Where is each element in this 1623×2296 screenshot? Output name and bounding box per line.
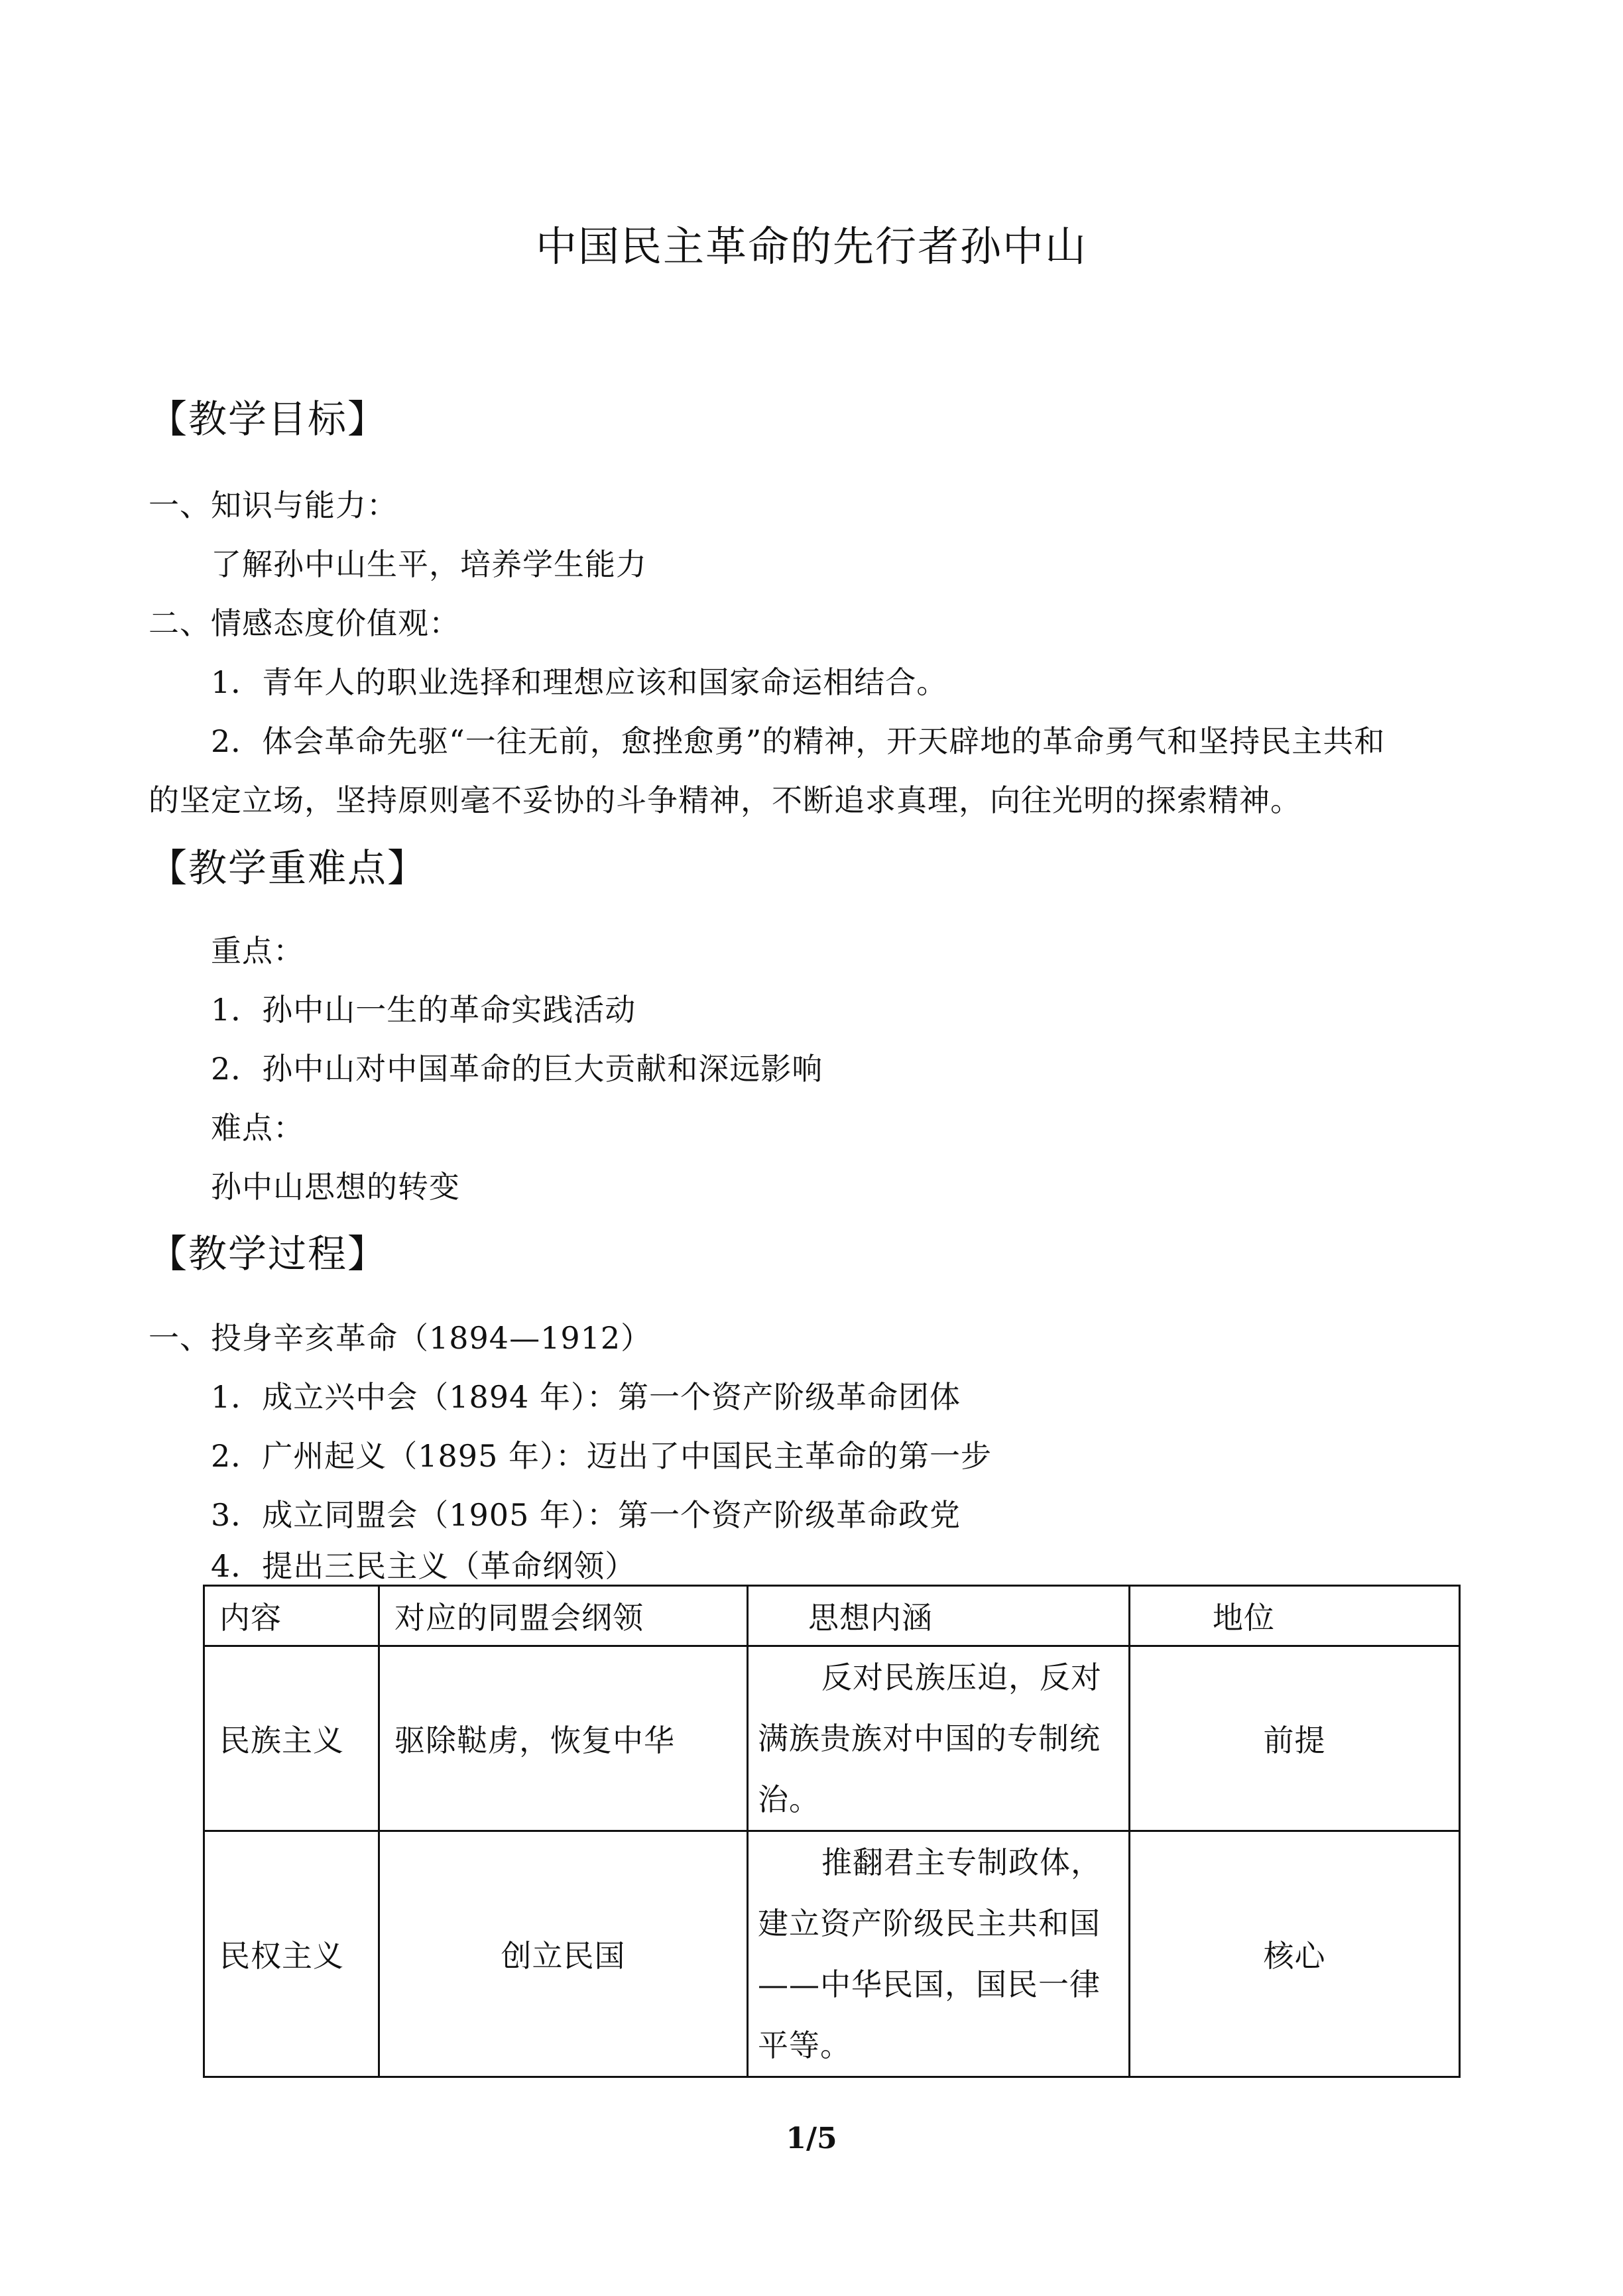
key-label: 重点： <box>211 933 304 969</box>
emotion-item-2-line-1: 2．体会革命先驱“一往无前，愈挫愈勇”的精神，开天辟地的革命勇气和坚持民主共和 <box>211 723 1386 759</box>
process-part-1: 一、投身辛亥革命（1894—1912） <box>149 1320 652 1356</box>
process-item-3: 3．成立同盟会（1905 年）：第一个资产阶级革命政党 <box>211 1497 961 1533</box>
table-cell-meaning: 反对民族压迫，反对满族贵族对中国的专制统治。 <box>748 1646 1130 1831</box>
page-number: 1/5 <box>786 2122 837 2155</box>
table-header-cell: 地位 <box>1130 1586 1460 1646</box>
process-item-4: 4．提出三民主义（革命纲领） <box>211 1548 636 1584</box>
difficult-point-1: 孙中山思想的转变 <box>211 1169 460 1205</box>
table-header-cell: 思想内涵 <box>748 1586 1130 1646</box>
process-item-2: 2．广州起义（1895 年）：迈出了中国民主革命的第一步 <box>211 1438 992 1474</box>
emotion-item-1: 1．青年人的职业选择和理想应该和国家命运相结合。 <box>211 664 948 700</box>
table-header-cell: 内容 <box>204 1586 379 1646</box>
emotion-item-2-line-2: 的坚定立场，坚持原则毫不妥协的斗争精神，不断追求真理，向往光明的探索精神。 <box>149 782 1301 818</box>
difficult-label: 难点： <box>211 1110 304 1146</box>
table-row <box>204 1831 1460 2077</box>
page-title: 中国民主革命的先行者孙中山 <box>535 222 1087 271</box>
table-cell-position: 前提 <box>1130 1646 1460 1831</box>
table-cell-content: 民族主义 <box>204 1646 379 1831</box>
table-header-row <box>204 1586 1460 1646</box>
key-point-1: 1．孙中山一生的革命实践活动 <box>211 992 636 1028</box>
process-item-1: 1．成立兴中会（1894 年）：第一个资产阶级革命团体 <box>211 1379 961 1415</box>
key-point-2: 2．孙中山对中国革命的巨大贡献和深远影响 <box>211 1051 823 1087</box>
table-header-cell: 对应的同盟会纲领 <box>379 1586 748 1646</box>
heading-teaching-process: 【教学过程】 <box>149 1231 388 1276</box>
knowledge-label: 一、知识与能力： <box>149 487 398 523</box>
three-principles-table <box>203 1585 1461 2078</box>
heading-key-points: 【教学重难点】 <box>149 845 428 890</box>
table-cell-meaning: 推翻君主专制政体，建立资产阶级民主共和国——中华民国，国民一律平等。 <box>748 1831 1130 2077</box>
table-cell-program: 驱除鞑虏，恢复中华 <box>379 1646 748 1831</box>
table-row <box>204 1646 1460 1831</box>
emotion-label: 二、情感态度价值观： <box>149 605 460 641</box>
table-cell-program: 创立民国 <box>379 1831 748 2077</box>
table-cell-position: 核心 <box>1130 1831 1460 2077</box>
heading-teaching-goals: 【教学目标】 <box>149 396 388 442</box>
knowledge-text: 了解孙中山生平，培养学生能力 <box>211 546 647 582</box>
table-cell-content: 民权主义 <box>204 1831 379 2077</box>
